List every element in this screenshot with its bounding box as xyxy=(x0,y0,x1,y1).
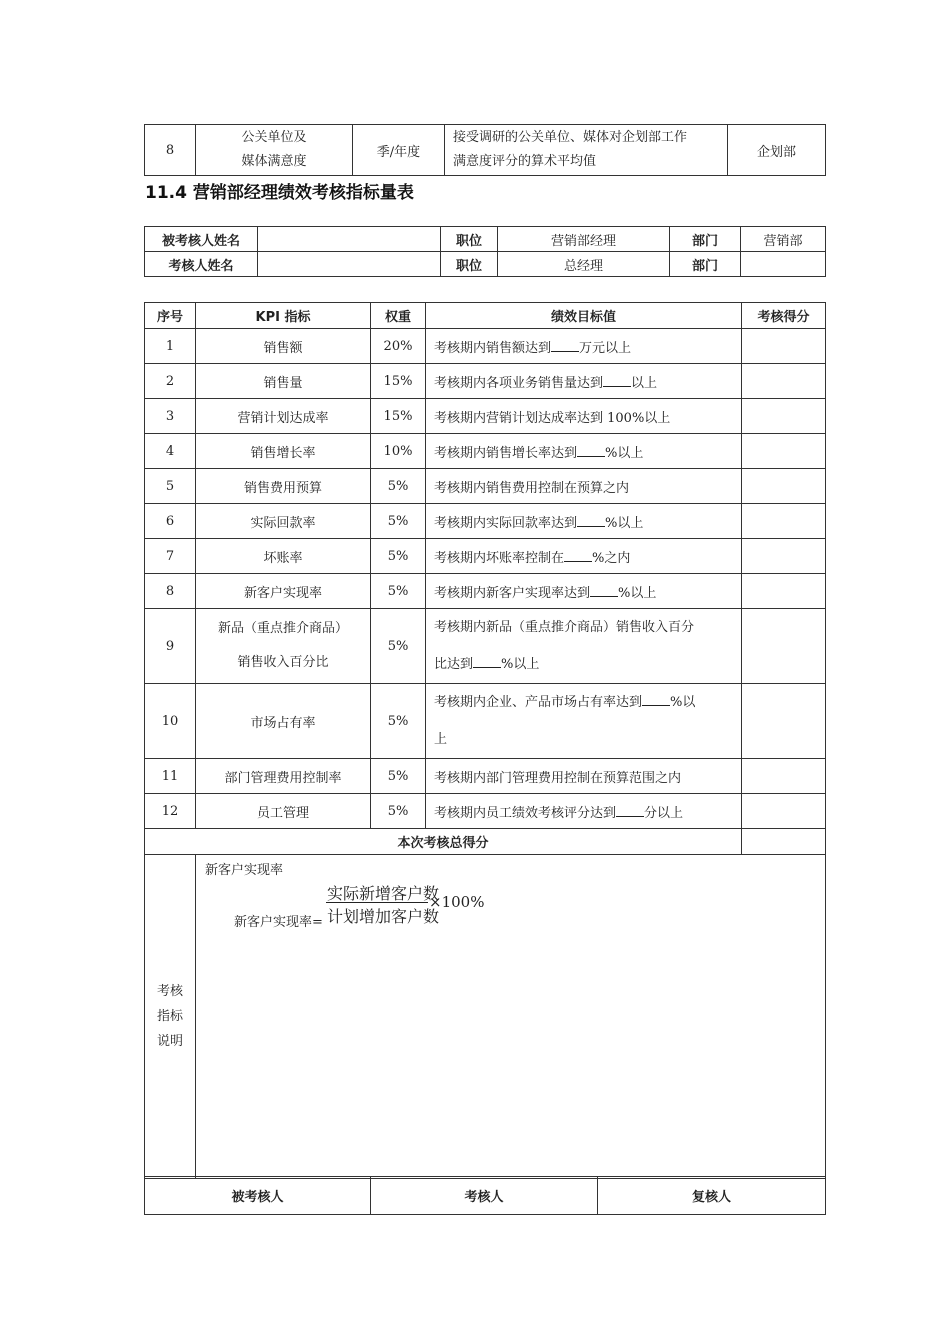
header-target: 绩效目标值 xyxy=(426,303,742,329)
row-kpi-name: 销售增长率 xyxy=(196,434,371,469)
row-kpi-name: 部门管理费用控制率 xyxy=(196,759,371,794)
row-target-pre: 考核期内实际回款率达到 xyxy=(434,515,578,531)
fill-blank[interactable] xyxy=(603,374,631,387)
row-score[interactable] xyxy=(742,434,826,469)
row-no: 12 xyxy=(145,794,196,829)
label-assessee-name: 被考核人姓名 xyxy=(145,227,258,252)
row-no: 8 xyxy=(145,574,196,609)
row-kpi-name: 实际回款率 xyxy=(196,504,371,539)
row-no: 3 xyxy=(145,399,196,434)
position-value-1: 营销部经理 xyxy=(498,227,670,252)
row-target-pre: 考核期内坏账率控制在 xyxy=(434,550,565,566)
label-dept-2: 部门 xyxy=(670,252,741,277)
row-weight: 15% xyxy=(371,399,426,434)
formula-denominator: 计划增加客户数 xyxy=(327,907,440,926)
total-score-field[interactable] xyxy=(742,829,826,855)
row9-target-line2 xyxy=(434,646,741,683)
info-table xyxy=(144,226,826,277)
dept-value-1: 营销部 xyxy=(741,227,826,252)
row-target-post: %之内 xyxy=(592,550,631,566)
row-kpi-name: 营销计划达成率 xyxy=(196,399,371,434)
explain-content xyxy=(196,855,826,1179)
row-no: 10 xyxy=(145,684,196,759)
row10-target-post: %以 xyxy=(670,695,696,710)
formula-multiplier: ×100% xyxy=(429,893,485,911)
row-no: 7 xyxy=(145,539,196,574)
row-kpi-name: 坏账率 xyxy=(196,539,371,574)
fill-blank[interactable] xyxy=(616,804,644,817)
row-target-pre: 考核期内新客户实现率达到 xyxy=(434,585,591,601)
explain-heading: 新客户实现率 xyxy=(205,863,284,878)
table-row xyxy=(145,539,826,574)
signature-table xyxy=(144,1176,826,1215)
row-target-post: %以上 xyxy=(605,445,644,461)
fill-blank[interactable] xyxy=(590,584,618,597)
assessor-name-field[interactable] xyxy=(258,252,441,277)
row-kpi-name: 市场占有率 xyxy=(196,684,371,759)
row10-target-line2: 上 xyxy=(434,732,448,747)
row-score[interactable] xyxy=(742,504,826,539)
row-weight: 15% xyxy=(371,364,426,399)
table-row xyxy=(145,364,826,399)
signature-assessor: 考核人 xyxy=(371,1177,598,1215)
total-row xyxy=(145,829,826,855)
row-target xyxy=(426,434,742,469)
row-no: 6 xyxy=(145,504,196,539)
row-no: 1 xyxy=(145,329,196,364)
prev-row-no: 8 xyxy=(145,125,196,176)
fill-blank[interactable] xyxy=(551,339,579,352)
row-score[interactable] xyxy=(742,574,826,609)
table-row-12 xyxy=(145,794,826,829)
row9-target-line1: 考核期内新品（重点推介商品）销售收入百分 xyxy=(434,620,695,635)
table-row xyxy=(145,329,826,364)
row-weight: 5% xyxy=(371,469,426,504)
row-score[interactable] xyxy=(742,794,826,829)
row-weight: 10% xyxy=(371,434,426,469)
row-weight: 5% xyxy=(371,684,426,759)
table-row xyxy=(145,574,826,609)
row-target xyxy=(426,609,742,684)
prev-row-period: 季/年度 xyxy=(353,125,445,176)
row-target-post: %以上 xyxy=(605,515,644,531)
table-row xyxy=(145,504,826,539)
header-no: 序号 xyxy=(145,303,196,329)
table-row-11 xyxy=(145,759,826,794)
row-no: 9 xyxy=(145,609,196,684)
total-score-label: 本次考核总得分 xyxy=(145,829,742,855)
row-target-pre: 考核期内各项业务销售量达到 xyxy=(434,375,604,391)
row-target xyxy=(426,574,742,609)
row12-target-post: 分以上 xyxy=(644,805,684,821)
row-score[interactable] xyxy=(742,329,826,364)
row-target xyxy=(426,539,742,574)
row-weight: 5% xyxy=(371,574,426,609)
row-score[interactable] xyxy=(742,469,826,504)
table-row-9 xyxy=(145,609,826,684)
row-target: 考核期内部门管理费用控制在预算范围之内 xyxy=(426,759,742,794)
table-row xyxy=(145,469,826,504)
row-score[interactable] xyxy=(742,539,826,574)
position-value-2: 总经理 xyxy=(498,252,670,277)
formula-lhs: 新客户实现率= xyxy=(234,915,323,930)
prev-row-desc-line2: 满意度评分的算术平均值 xyxy=(453,154,597,169)
row-kpi-name: 员工管理 xyxy=(196,794,371,829)
header-score: 考核得分 xyxy=(742,303,826,329)
row-target xyxy=(426,364,742,399)
row-no: 5 xyxy=(145,469,196,504)
prev-row-name-line2: 媒体满意度 xyxy=(241,154,307,169)
label-assessor-name: 考核人姓名 xyxy=(145,252,258,277)
row-target xyxy=(426,684,742,759)
table-row xyxy=(145,399,826,434)
label-dept-1: 部门 xyxy=(670,227,741,252)
row9-target-pre: 比达到 xyxy=(434,657,474,672)
kpi-table xyxy=(144,302,826,1179)
row10-target-pre: 考核期内企业、产品市场占有率达到 xyxy=(434,695,643,710)
fill-blank[interactable] xyxy=(473,655,501,668)
row-score[interactable] xyxy=(742,364,826,399)
fraction-bar xyxy=(326,902,428,903)
row12-target-pre: 考核期内员工绩效考核评分达到 xyxy=(434,805,617,821)
prev-row-name-line1: 公关单位及 xyxy=(241,130,307,145)
signature-reviewer: 复核人 xyxy=(598,1177,826,1215)
row-target-pre: 考核期内销售额达到 xyxy=(434,340,552,356)
prev-table xyxy=(144,124,826,176)
explain-side-label-3: 说明 xyxy=(156,1034,183,1049)
row-no: 11 xyxy=(145,759,196,794)
signature-assessee: 被考核人 xyxy=(145,1177,371,1215)
row9-name-line2: 销售收入百分比 xyxy=(237,655,329,670)
row-target-post: 以上 xyxy=(631,375,658,391)
fill-blank[interactable] xyxy=(577,444,605,457)
formula xyxy=(234,879,534,929)
row-weight: 5% xyxy=(371,794,426,829)
row-weight: 5% xyxy=(371,539,426,574)
row-kpi-name: 销售额 xyxy=(196,329,371,364)
formula-numerator: 实际新增客户数 xyxy=(327,884,440,903)
row-weight: 5% xyxy=(371,759,426,794)
row-target xyxy=(426,329,742,364)
table-row-10 xyxy=(145,684,826,759)
row-kpi-name: 销售量 xyxy=(196,364,371,399)
row-target xyxy=(426,794,742,829)
row-target-post: 万元以上 xyxy=(579,340,632,356)
row-target-pre: 考核期内营销计划达成率达到 100%以上 xyxy=(434,410,671,426)
row-kpi-name: 新客户实现率 xyxy=(196,574,371,609)
row9-target-post: %以上 xyxy=(501,657,540,672)
row-score[interactable] xyxy=(742,759,826,794)
row-score[interactable] xyxy=(742,399,826,434)
prev-row-desc xyxy=(445,125,728,176)
row-kpi-name: 销售费用预算 xyxy=(196,469,371,504)
kpi-rows xyxy=(145,329,826,609)
row-weight: 5% xyxy=(371,609,426,684)
row10-target-line1 xyxy=(434,684,741,721)
table-row xyxy=(145,434,826,469)
row-kpi-name xyxy=(196,609,371,684)
row9-name-line1: 新品（重点推介商品） xyxy=(217,621,348,636)
label-position-1: 职位 xyxy=(441,227,498,252)
fill-blank[interactable] xyxy=(577,514,605,527)
row-target-pre: 考核期内销售费用控制在预算之内 xyxy=(434,480,630,496)
fill-blank[interactable] xyxy=(642,693,670,706)
row-target xyxy=(426,469,742,504)
explain-side-label xyxy=(145,855,196,1179)
prev-row-name xyxy=(196,125,353,176)
row-target-post: %以上 xyxy=(618,585,657,601)
prev-row-dept: 企划部 xyxy=(728,125,826,176)
row-target xyxy=(426,504,742,539)
row-score[interactable] xyxy=(742,609,826,684)
row-no: 4 xyxy=(145,434,196,469)
explain-row xyxy=(145,855,826,1179)
assessee-name-field[interactable] xyxy=(258,227,441,252)
row-target xyxy=(426,399,742,434)
header-kpi: KPI 指标 xyxy=(196,303,371,329)
section-title: 11.4 营销部经理绩效考核指标量表 xyxy=(145,183,414,203)
label-position-2: 职位 xyxy=(441,252,498,277)
dept-value-2[interactable] xyxy=(741,252,826,277)
prev-row-desc-line1: 接受调研的公关单位、媒体对企划部工作 xyxy=(453,130,688,145)
row-weight: 5% xyxy=(371,504,426,539)
fill-blank[interactable] xyxy=(564,549,592,562)
row-weight: 20% xyxy=(371,329,426,364)
row-target-pre: 考核期内销售增长率达到 xyxy=(434,445,578,461)
explain-side-label-2: 指标 xyxy=(156,1009,183,1024)
row-score[interactable] xyxy=(742,684,826,759)
header-weight: 权重 xyxy=(371,303,426,329)
row-no: 2 xyxy=(145,364,196,399)
explain-side-label-1: 考核 xyxy=(156,984,183,999)
